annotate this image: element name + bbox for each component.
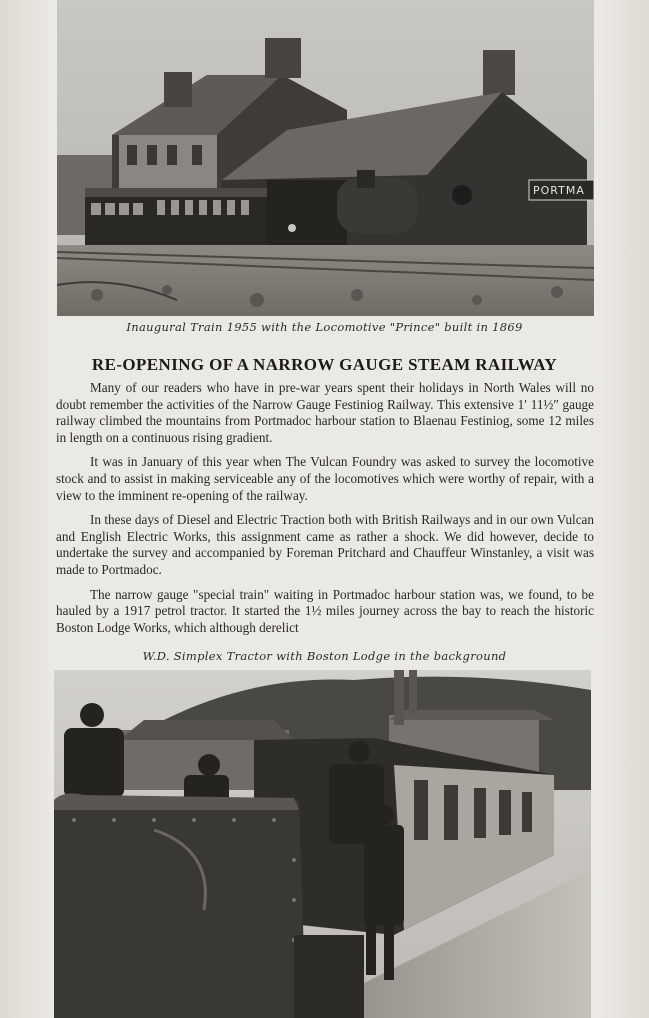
station-sign: PORTMA (533, 184, 585, 197)
photo-caption-simplex-tractor: W.D. Simplex Tractor with Boston Lodge in the background (142, 649, 507, 663)
article-heading: RE-OPENING OF A NARROW GAUGE STEAM RAILWAY (91, 355, 558, 374)
photo-inaugural-train-image (57, 0, 594, 316)
article-paragraph: Many of our readers who have in pre-war years spent their holidays in North Wales will no doubt remember the activities of the Narrow Gauge Festiniog Railway. This extensive 1′ 11½″ gauge railway climbed the mountains from Portmadoc harbour station to Blaenau Festiniog, some 12 miles in length on a continuous rising gradient. (56, 380, 594, 445)
photo-inaugural-train (57, 0, 594, 316)
article-paragraph: It was in January of this year when The Vulcan Foundry was asked to survey the locomotive stock and to assist in making serviceable any of the locomotives which were worthy of repair, with a view to the imminent re-opening of the railway. (56, 454, 594, 503)
article-paragraph: In these days of Diesel and Electric Traction both with British Railways and in our own Vulcan and English Electric Works, this assignment came as rather a shock. We did however, decide to undertake the survey and accompanied by Foreman Pritchard and Chauffeur Winstanley, a visit was made to Portmadoc. (56, 512, 594, 577)
photo-caption-inaugural-train: Inaugural Train 1955 with the Locomotive "Prince" built in 1869 (126, 320, 523, 334)
photo-simplex-tractor-image (54, 670, 591, 1018)
photo-simplex-tractor (54, 670, 591, 1018)
article-body (56, 380, 594, 644)
article-paragraph: The narrow gauge "special train" waiting in Portmadoc harbour station was, we found, to be hauled by a 1917 petrol tractor. It started the 1½ miles journey across the bay to reach the historic Boston Lodge Works, which although derelict (56, 586, 594, 635)
